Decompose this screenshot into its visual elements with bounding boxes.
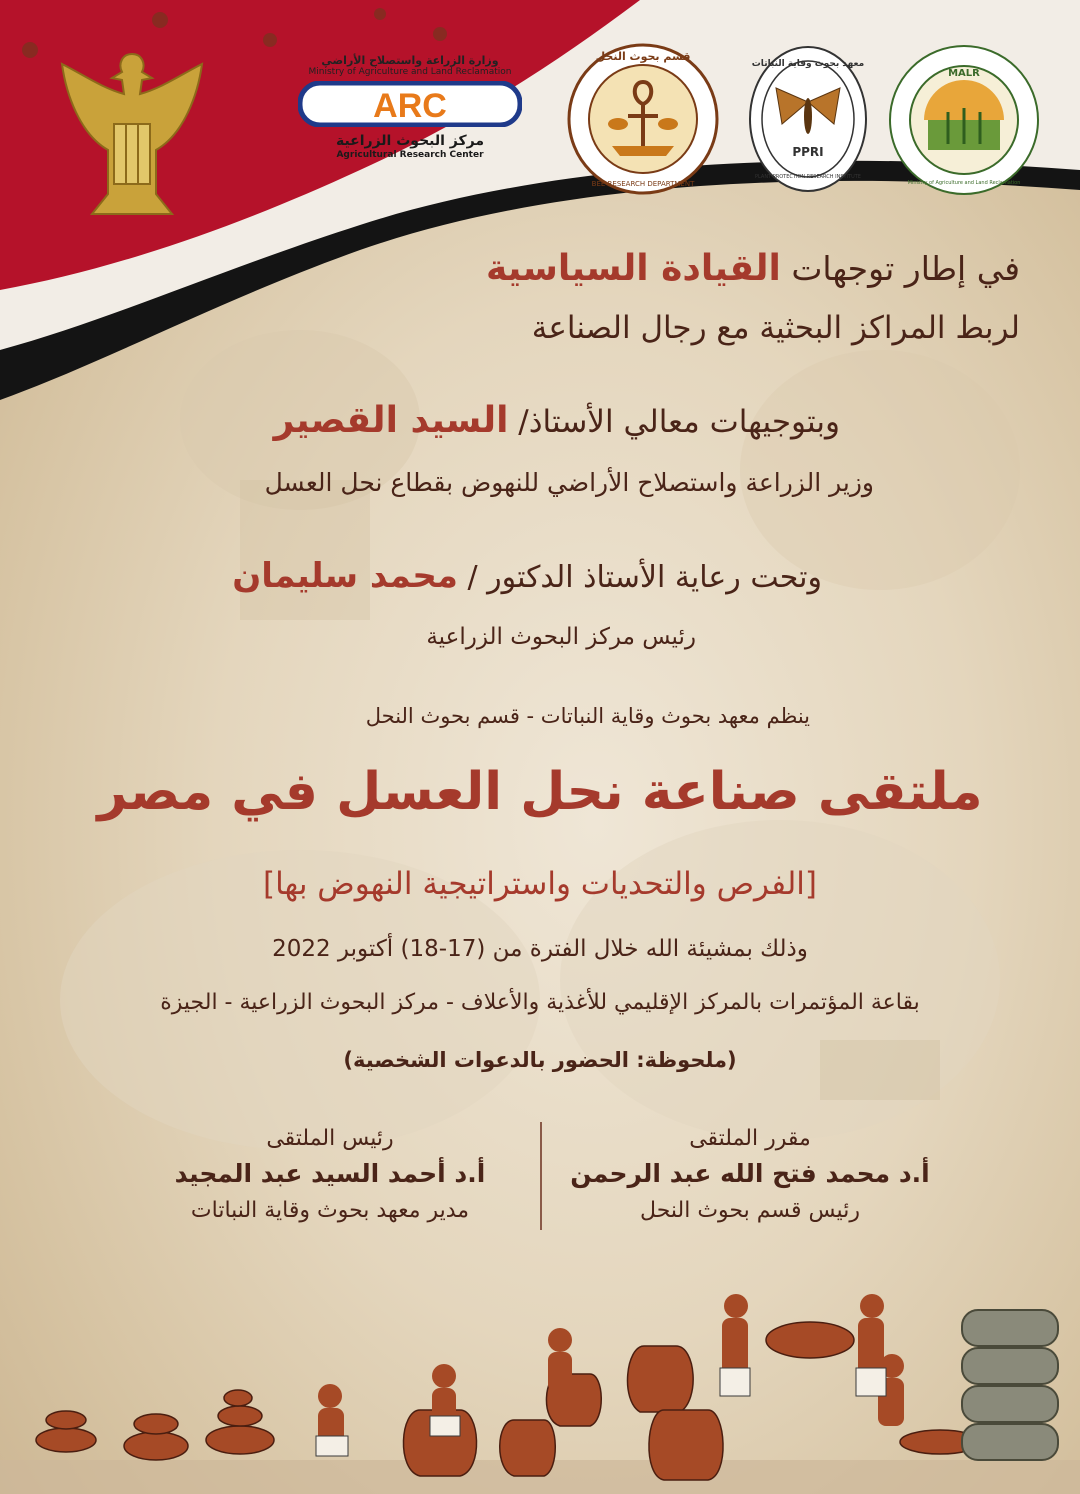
minister-name: السيد القصير (273, 400, 509, 441)
malr-name-en: Ministry of Agriculture and Land Reclamation (907, 180, 1021, 186)
chair-title: مدير معهد بحوث وقاية النباتات (190, 1198, 470, 1223)
intro-line-5 (232, 556, 822, 596)
rapporteur-block (570, 1126, 930, 1223)
malr-mark-text: MALR (948, 68, 980, 79)
ppri-seal (746, 44, 870, 194)
bee-dept-name-en: BEE RESEARCH DEPARTMENT (591, 180, 695, 188)
attendance-note: (ملحوظة: الحضور بالدعوات الشخصية) (343, 1048, 737, 1072)
eagle-emblem-icon (52, 44, 212, 224)
intro-line-1 (486, 248, 1020, 289)
arc-logo (292, 55, 528, 165)
chair-role: رئيس الملتقى (266, 1126, 394, 1151)
intro-line-3 (274, 400, 840, 441)
chair-name: أ.د أحمد السيد عبد المجيد (174, 1159, 486, 1188)
intro-line-4: وزير الزراعة واستصلاح الأراضي للنهوض بقطاع نحل العسل (264, 468, 874, 497)
ministry-name-ar: وزارة الزراعة واستصلاح الأراضي (321, 54, 499, 67)
intro-line-2: لربط المراكز البحثية مع رجال الصناعة (531, 310, 1020, 346)
arc-mark-icon (298, 81, 522, 127)
organizer-line: ينظم معهد بحوث وقاية النباتات - قسم بحوث النحل (365, 704, 810, 728)
ppri-name-en: PLANT PROTECTION RESEARCH INSTITUTE (755, 174, 861, 180)
chair-block (150, 1126, 510, 1223)
pharaonic-frieze (0, 1270, 1080, 1494)
event-subtitle: [الفرص والتحديات واستراتيجية النهوض بها] (262, 866, 817, 902)
arc-mark-text: ARC (373, 87, 447, 125)
event-title: ملتقى صناعة نحل العسل في مصر (97, 762, 983, 822)
rapporteur-name: أ.د محمد فتح الله عبد الرحمن (570, 1159, 930, 1188)
rapporteur-role: مقرر الملتقى (689, 1126, 811, 1151)
rapporteur-title: رئيس قسم بحوث النحل (640, 1198, 860, 1223)
ministry-name-en: Ministry of Agriculture and Land Reclamation (308, 67, 512, 77)
intro-line-1-prefix: في إطار توجهات (791, 249, 1020, 288)
bee-dept-name-ar: قسم بحوث النحل (595, 50, 691, 63)
arc-name-ar: مركز البحوث الزراعية (335, 133, 485, 149)
arc-name-en: Agricultural Research Center (336, 150, 484, 160)
intro-line-6: رئيس مركز البحوث الزراعية (426, 624, 696, 650)
malr-seal (888, 44, 1040, 196)
patron-name: محمد سليمان (232, 556, 458, 596)
event-venue: بقاعة المؤتمرات بالمركز الإقليمي للأغذية والأعلاف - مركز البحوث الزراعية - الجيزة (160, 990, 920, 1015)
intro-line-5-prefix: وتحت رعاية الأستاذ الدكتور / (467, 560, 822, 595)
intro-line-3-prefix: وبتوجيهات معالي الأستاذ/ (518, 404, 840, 440)
political-leadership-highlight: القيادة السياسية (485, 248, 781, 289)
signatory-divider (540, 1122, 542, 1230)
ppri-name-ar: معهد بحوث وقاية النباتات (751, 59, 865, 69)
event-date: وذلك بمشيئة الله خلال الفترة من (17-18) أكتوبر 2022 (272, 936, 808, 962)
ppri-mark-text: PPRI (792, 145, 824, 159)
bee-department-seal (566, 42, 720, 196)
